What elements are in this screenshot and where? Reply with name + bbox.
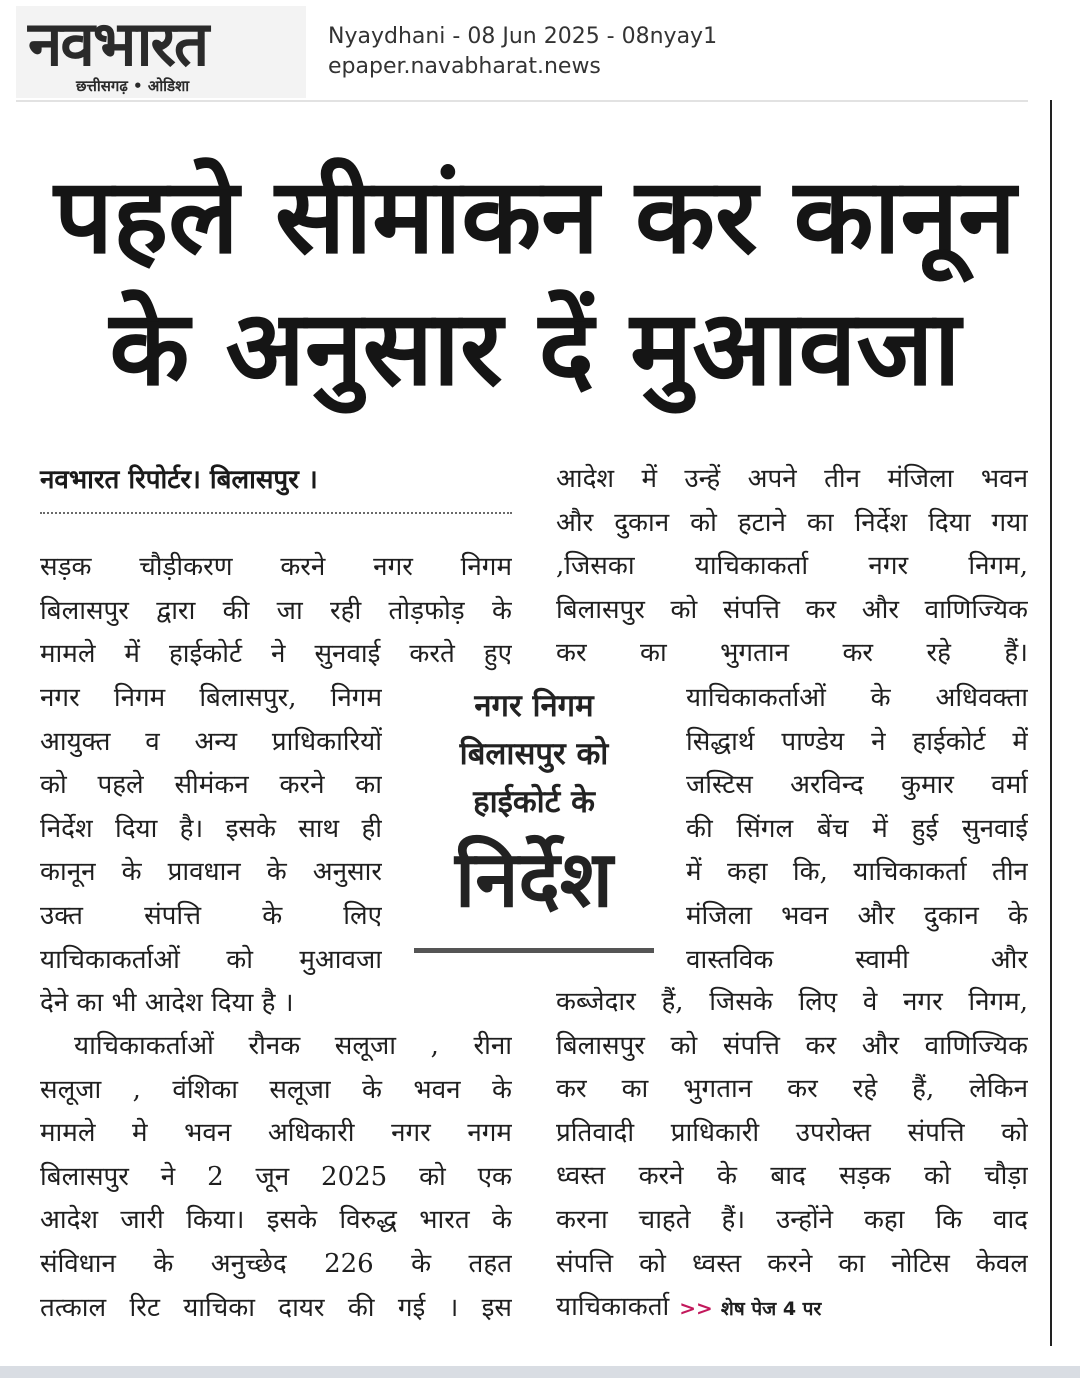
column-border-right	[1050, 100, 1052, 1346]
body-line: याचिकाकर्ताओं रौनक सलूजा , रीना	[74, 1031, 512, 1061]
body-line: संपत्ति को ध्वस्त करने का नोटिस केवल	[556, 1248, 1028, 1279]
body-line: तत्काल रिट याचिका दायर की गई । इस	[40, 1292, 512, 1323]
body-line: कर का भुगतान कर रहे हैं।	[556, 638, 1028, 669]
continued-arrow-icon: >>	[679, 1296, 713, 1321]
body-line: उक्त संपत्ति के लिए	[40, 900, 382, 931]
pull-quote-underline	[414, 948, 654, 953]
body-line: में कहा कि, याचिकाकर्ता तीन	[686, 857, 1028, 888]
column-2-middle	[686, 677, 1028, 982]
body-line: आदेश जारी किया। इसके विरुद्ध भारत के	[40, 1205, 512, 1236]
body-line: याचिकाकर्ताओं को मुआवजा	[40, 944, 382, 975]
body-line: कानून के प्रावधान के अनुसार	[40, 857, 382, 888]
body-line: मंजिला भवन और दुकान के	[686, 900, 1028, 931]
article-headline	[30, 150, 1040, 414]
pull-quote-line-3: हाईकोर्ट के	[473, 784, 595, 820]
body-line: निर्देश दिया है। इसके साथ ही	[40, 813, 382, 844]
body-line: और दुकान को हटाने का निर्देश दिया गया	[556, 507, 1028, 538]
logo-text: नवभारत	[28, 7, 208, 80]
edition-line: Nyaydhani - 08 Jun 2025 - 08nyay1	[328, 24, 718, 49]
column-1-bottom	[40, 1025, 512, 1330]
header-divider	[16, 100, 1028, 102]
body-line: मामले में हाईकोर्ट ने सुनवाई करते हुए	[40, 639, 512, 670]
body-line: ध्वस्त करने के बाद सड़क को चौड़ा	[556, 1161, 1028, 1192]
body-line-last	[556, 1286, 1028, 1330]
body-line: आयुक्त व अन्य प्राधिकारियों	[40, 726, 382, 757]
pull-quote-line-2: बिलासपुर को	[459, 736, 609, 772]
body-line: आदेश में उन्हें अपने तीन मंजिला भवन	[556, 464, 1028, 494]
body-line: की सिंगल बेंच में हुई सुनवाई	[686, 813, 1028, 844]
body-line: ,जिसका याचिकाकर्ता नगर निगम,	[556, 551, 1028, 582]
column-1-middle	[40, 677, 382, 1026]
body-line: बिलासपुर ने 2 जून 2025 को एक	[40, 1161, 512, 1192]
body-line: बिलासपुर को संपत्ति कर और वाणिज्यिक	[556, 594, 1028, 625]
masthead-logo	[16, 6, 306, 98]
body-line: जस्टिस अरविन्द कुमार वर्मा	[686, 770, 1028, 801]
body-line: प्रतिवादी प्राधिकारी उपरोक्त संपत्ति को	[556, 1117, 1028, 1148]
body-line: कब्जेदार हैं, जिसके लिए वे नगर निगम,	[556, 987, 1028, 1017]
column-2-top	[556, 458, 1028, 676]
continued-on-page[interactable]: शेष पेज 4 पर	[720, 1298, 822, 1321]
edition-info	[328, 22, 717, 82]
body-line: वास्तविक स्वामी और	[686, 944, 1028, 975]
body-line: को पहले सीमंकन करने का	[40, 770, 382, 801]
column-1-top	[40, 546, 512, 677]
logo-subtitle: छत्तीसगढ़ • ओडिशा	[76, 77, 190, 95]
body-line: कर का भुगतान कर रहे हैं, लेकिन	[556, 1074, 1028, 1105]
body-line: सिद्धार्थ पाण्डेय ने हाईकोर्ट में	[686, 726, 1028, 757]
body-line: सड़क चौड़ीकरण करने नगर निगम	[40, 552, 512, 582]
body-line: बिलासपुर द्वारा की जा रही तोड़फोड़ के	[40, 595, 512, 626]
body-line: करना चाहते हैं। उन्होंने कहा कि वाद	[556, 1204, 1028, 1235]
body-line: याचिकाकर्ताओं के अधिवक्ता	[686, 683, 1028, 713]
pull-quote-line-1: नगर निगम	[474, 688, 594, 724]
pull-quote	[414, 682, 654, 932]
body-line: नगर निगम बिलासपुर, निगम	[40, 683, 382, 713]
body-line-end: याचिकाकर्ता	[556, 1292, 670, 1323]
body-line: सलूजा , वंशिका सलूजा के भवन के	[40, 1074, 512, 1105]
bottom-bar	[0, 1366, 1080, 1378]
site-url: epaper.navabharat.news	[328, 54, 601, 79]
body-line: मामले मे भवन अधिकारी नगर नगम	[40, 1118, 512, 1149]
column-2-bottom	[556, 981, 1028, 1330]
headline-line-2: के अनुसार दें मुआवजा	[109, 286, 961, 409]
pull-quote-emphasis: निर्देश	[455, 835, 613, 925]
body-line: संविधान के अनुच्छेद 226 के तहत	[40, 1248, 512, 1279]
body-line: बिलासपुर को संपत्ति कर और वाणिज्यिक	[556, 1030, 1028, 1061]
headline-line-1: पहले सीमांकन कर कानून	[53, 154, 1017, 277]
byline: नवभारत रिपोर्टर। बिलासपुर ।	[40, 465, 318, 495]
body-line: देने का भी आदेश दिया है ।	[40, 988, 294, 1019]
byline-divider	[40, 512, 512, 514]
